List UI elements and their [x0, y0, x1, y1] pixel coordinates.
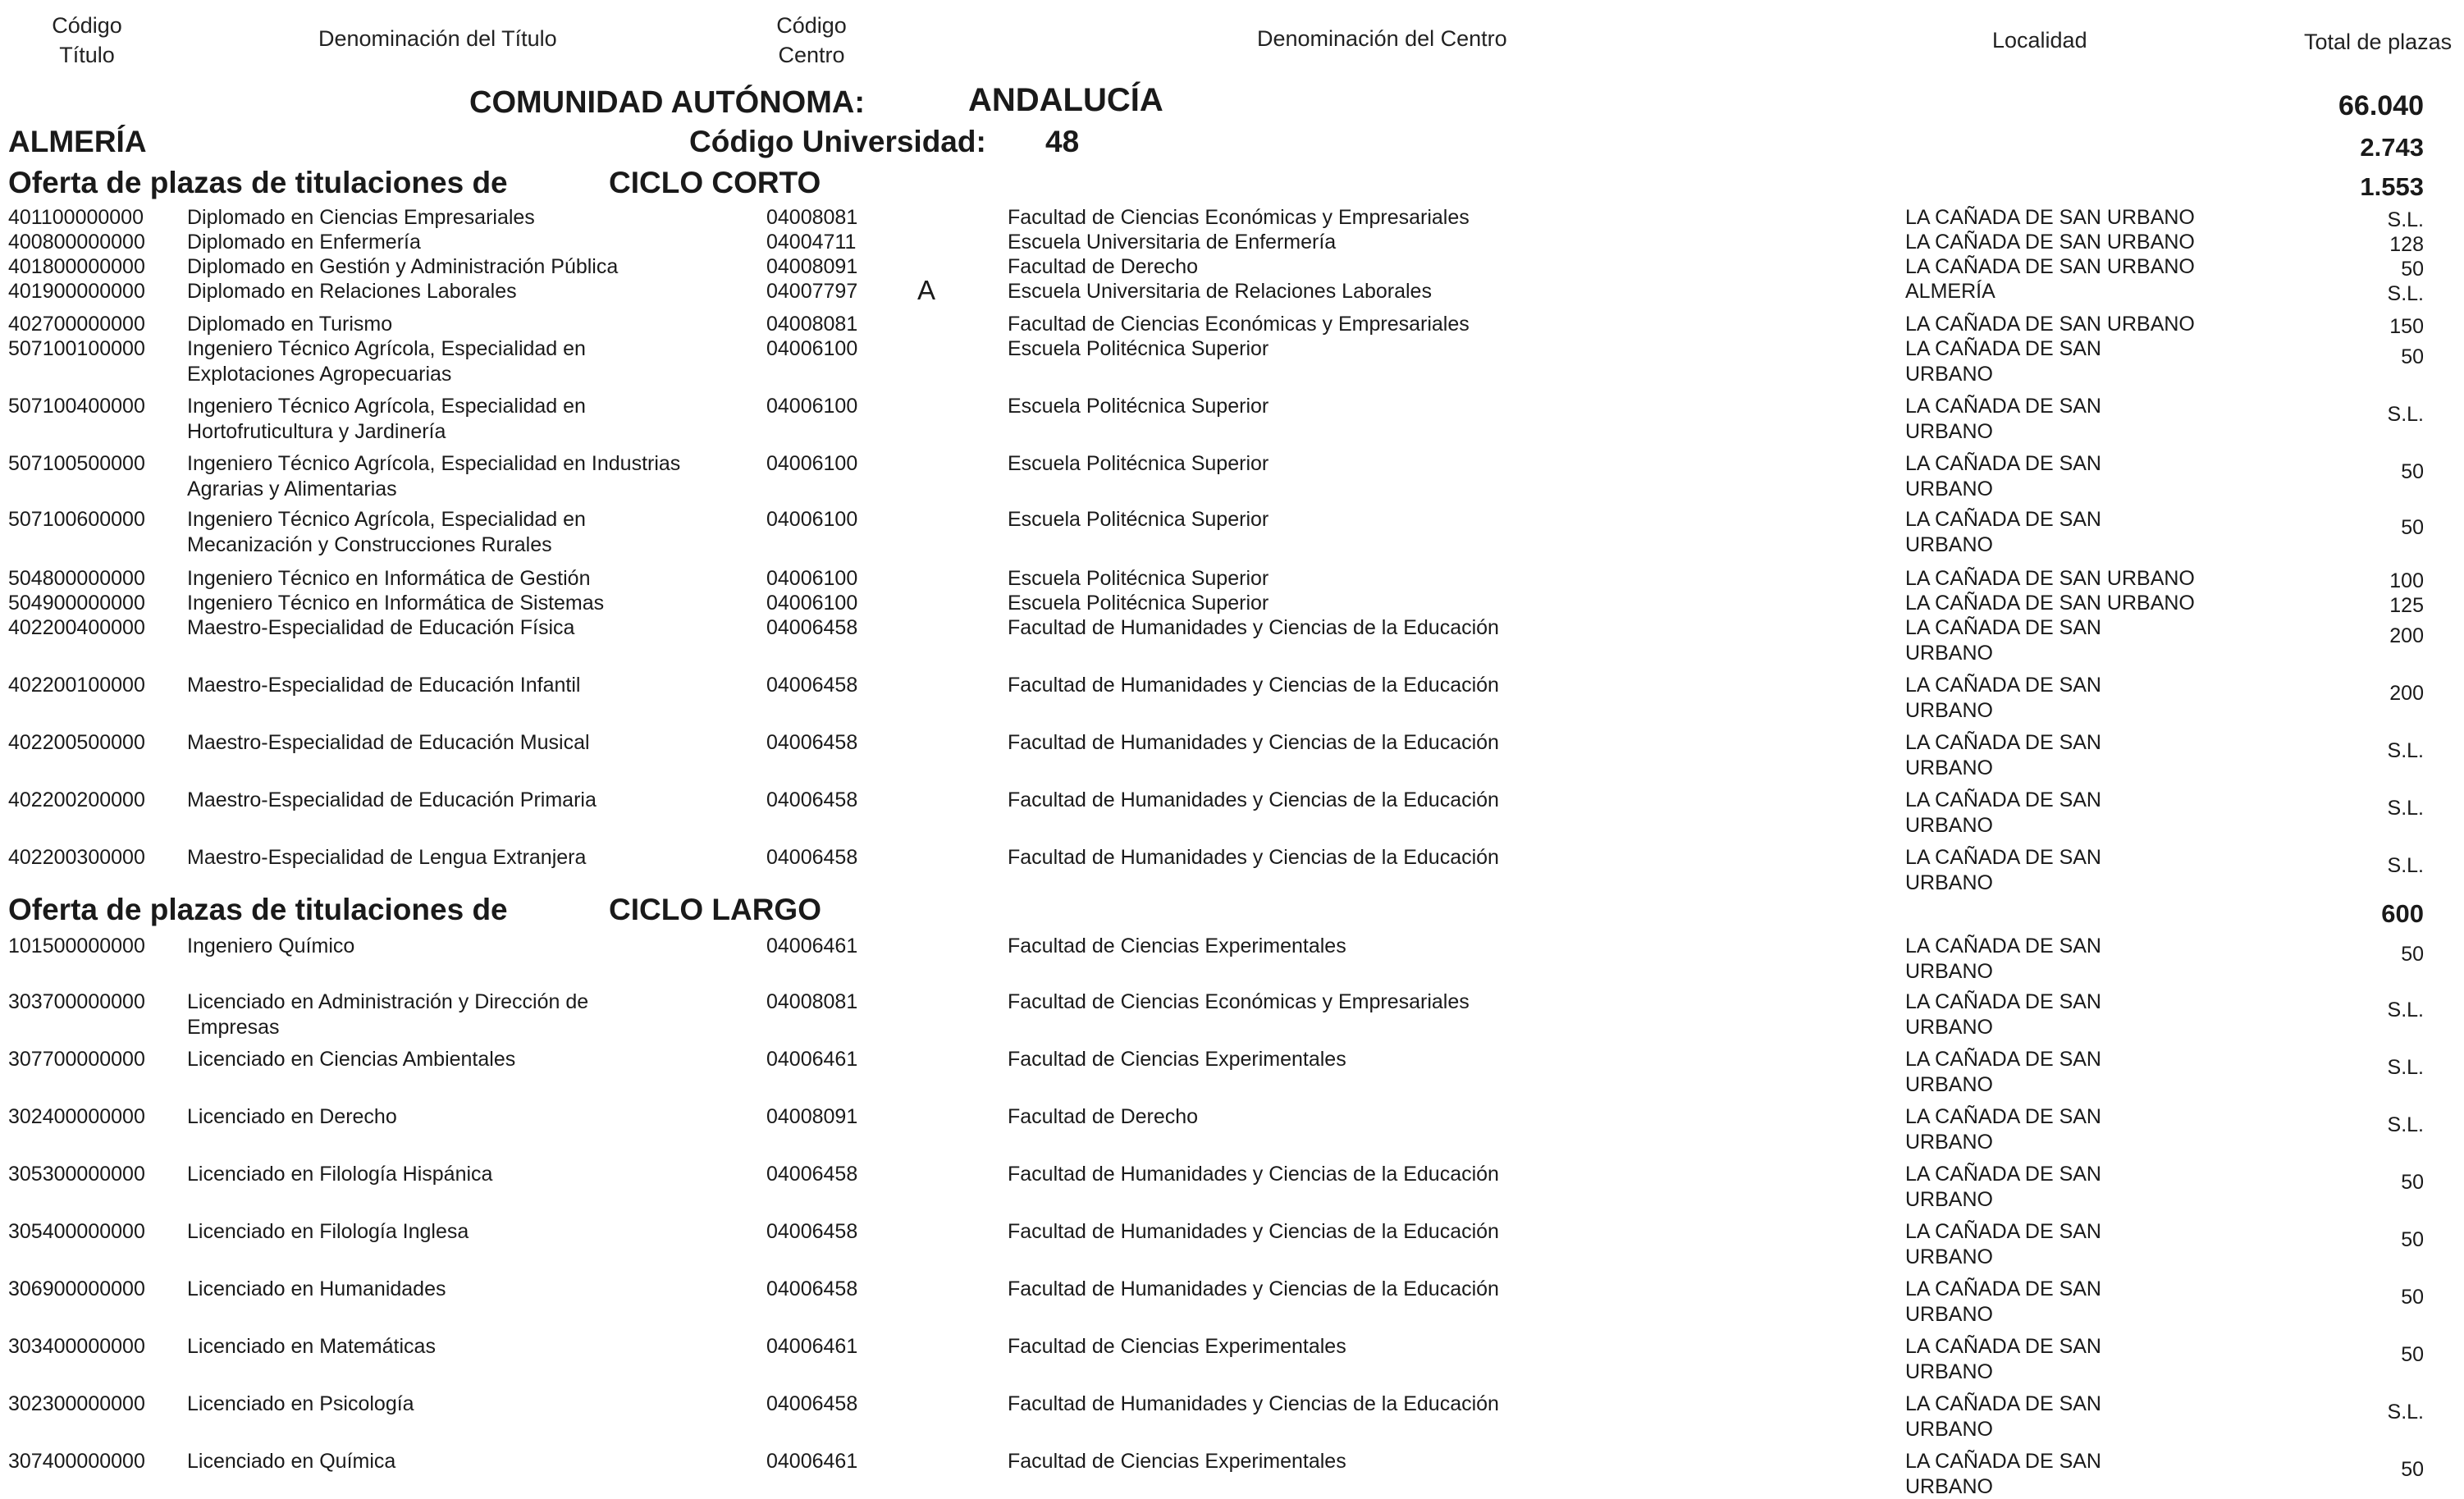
cell-codigo-titulo: 402200500000 — [8, 731, 145, 754]
header-denominacion-centro: Denominación del Centro — [1257, 26, 1507, 51]
cell-titulo: Licenciado en Administración y Dirección de Empresas — [187, 990, 589, 1039]
cell-localidad: LA CAÑADA DE SAN URBANO — [1905, 1335, 2101, 1383]
cell-codigo-centro: 04006461 — [766, 1335, 858, 1358]
cell-codigo-centro: 04006458 — [766, 1392, 858, 1415]
cell-codigo-titulo: 401100000000 — [8, 206, 144, 229]
cell-titulo: Maestro-Especialidad de Lengua Extranjera — [187, 846, 587, 869]
cell-codigo-centro: 04006458 — [766, 1277, 858, 1300]
cell-titulo: Ingeniero Técnico Agrícola, Especialidad en Hortofruticultura y Jardinería — [187, 395, 586, 443]
cell-localidad: LA CAÑADA DE SAN URBANO — [1905, 567, 2195, 590]
cell-total-plazas: 50 — [2401, 460, 2424, 483]
cell-centro: Facultad de Humanidades y Ciencias de la Educación — [1008, 1163, 1499, 1186]
cell-total-plazas: 125 — [2389, 594, 2424, 617]
cell-codigo-titulo: 101500000000 — [8, 935, 145, 957]
cell-codigo-centro: 04006458 — [766, 731, 858, 754]
cell-total-plazas: S.L. — [2387, 797, 2424, 820]
cell-centro: Facultad de Ciencias Económicas y Empresariales — [1008, 313, 1470, 336]
cell-codigo-centro: 04006100 — [766, 337, 858, 360]
cell-titulo: Licenciado en Ciencias Ambientales — [187, 1048, 516, 1071]
cell-total-plazas: 50 — [2401, 345, 2424, 368]
cell-codigo-titulo: 302400000000 — [8, 1105, 145, 1128]
cell-total-plazas: S.L. — [2387, 1401, 2424, 1424]
cell-centro: Facultad de Humanidades y Ciencias de la Educación — [1008, 1392, 1499, 1415]
cell-codigo-titulo: 504800000000 — [8, 567, 145, 590]
cell-codigo-titulo: 402200400000 — [8, 616, 145, 639]
cell-localidad: LA CAÑADA DE SAN URBANO — [1905, 990, 2101, 1039]
cell-centro: Facultad de Ciencias Experimentales — [1008, 1450, 1346, 1473]
section-ciclo-corto-name: CICLO CORTO — [609, 166, 821, 199]
cell-titulo: Licenciado en Matemáticas — [187, 1335, 436, 1358]
cell-codigo-titulo: 306900000000 — [8, 1277, 145, 1300]
cell-localidad: LA CAÑADA DE SAN URBANO — [1905, 788, 2101, 837]
cell-total-plazas: S.L. — [2387, 1113, 2424, 1136]
cell-centro: Escuela Politécnica Superior — [1008, 452, 1269, 475]
cell-codigo-centro: 04006461 — [766, 935, 858, 957]
cell-centro: Escuela Politécnica Superior — [1008, 508, 1269, 531]
cell-titulo: Maestro-Especialidad de Educación Primaria — [187, 788, 597, 811]
cell-centro: Facultad de Derecho — [1008, 1105, 1199, 1128]
cell-localidad: LA CAÑADA DE SAN URBANO — [1905, 1105, 2101, 1154]
cell-localidad: LA CAÑADA DE SAN URBANO — [1905, 337, 2101, 386]
cell-centro: Escuela Politécnica Superior — [1008, 567, 1269, 590]
cell-total-plazas: S.L. — [2387, 854, 2424, 877]
cell-codigo-titulo: 303400000000 — [8, 1335, 145, 1358]
cell-codigo-centro: 04006458 — [766, 1163, 858, 1186]
universidad-code: 48 — [1045, 125, 1080, 158]
cell-total-plazas: 50 — [2401, 1228, 2424, 1251]
cell-localidad: LA CAÑADA DE SAN URBANO — [1905, 508, 2101, 556]
cell-centro: Facultad de Ciencias Experimentales — [1008, 935, 1346, 957]
comunidad-name: ANDALUCÍA — [968, 82, 1163, 118]
cell-localidad: LA CAÑADA DE SAN URBANO — [1905, 674, 2101, 722]
cell-titulo: Diplomado en Ciencias Empresariales — [187, 206, 535, 229]
cell-total-plazas: 50 — [2401, 258, 2424, 281]
cell-total-plazas: 128 — [2389, 233, 2424, 256]
cell-titulo: Maestro-Especialidad de Educación Física — [187, 616, 575, 639]
cell-total-plazas: 50 — [2401, 1171, 2424, 1194]
cell-titulo: Licenciado en Derecho — [187, 1105, 397, 1128]
cell-codigo-titulo: 303700000000 — [8, 990, 145, 1013]
cell-codigo-titulo: 402200300000 — [8, 846, 145, 869]
cell-total-plazas: 200 — [2389, 624, 2424, 647]
cell-centro: Facultad de Humanidades y Ciencias de la Educación — [1008, 788, 1499, 811]
cell-codigo-titulo: 305400000000 — [8, 1220, 145, 1243]
cell-centro: Facultad de Humanidades y Ciencias de la Educación — [1008, 616, 1499, 639]
cell-centro: Facultad de Derecho — [1008, 255, 1199, 278]
cell-total-plazas: S.L. — [2387, 1056, 2424, 1079]
cell-centro: Escuela Politécnica Superior — [1008, 337, 1269, 360]
cell-codigo-centro: 04008091 — [766, 1105, 858, 1128]
cell-centro: Escuela Universitaria de Relaciones Laborales — [1008, 280, 1432, 303]
cell-titulo: Ingeniero Técnico en Informática de Gestión — [187, 567, 591, 590]
cell-codigo-titulo: 507100500000 — [8, 452, 145, 475]
cell-codigo-centro: 04006458 — [766, 1220, 858, 1243]
cell-codigo-centro: 04008081 — [766, 313, 858, 336]
cell-titulo: Licenciado en Humanidades — [187, 1277, 446, 1300]
universidad-code-label: Código Universidad: — [689, 125, 986, 158]
cell-codigo-titulo: 401800000000 — [8, 255, 145, 278]
cell-localidad: LA CAÑADA DE SAN URBANO — [1905, 313, 2195, 336]
cell-centro: Facultad de Humanidades y Ciencias de la Educación — [1008, 1277, 1499, 1300]
cell-codigo-titulo: 401900000000 — [8, 280, 145, 303]
universidad-name: ALMERÍA — [8, 125, 147, 158]
cell-codigo-centro: 04004711 — [766, 231, 857, 254]
cell-codigo-titulo: 507100100000 — [8, 337, 145, 360]
cell-titulo: Diplomado en Gestión y Administración Pública — [187, 255, 619, 278]
cell-total-plazas: S.L. — [2387, 282, 2424, 305]
cell-codigo-titulo: 307700000000 — [8, 1048, 145, 1071]
cell-localidad: LA CAÑADA DE SAN URBANO — [1905, 255, 2195, 278]
cell-titulo: Ingeniero Técnico Agrícola, Especialidad en Mecanización y Construcciones Rurales — [187, 508, 586, 556]
cell-codigo-titulo: 504900000000 — [8, 592, 145, 615]
cell-titulo: Ingeniero Técnico en Informática de Sistemas — [187, 592, 605, 615]
cell-total-plazas: S.L. — [2387, 999, 2424, 1021]
cell-total-plazas: S.L. — [2387, 403, 2424, 426]
universidad-total: 2.743 — [2360, 133, 2424, 162]
cell-codigo-centro: 04007797 — [766, 280, 858, 303]
cell-localidad: LA CAÑADA DE SAN URBANO — [1905, 1163, 2101, 1211]
cell-centro: Facultad de Humanidades y Ciencias de la Educación — [1008, 674, 1499, 697]
cell-titulo: Licenciado en Filología Hispánica — [187, 1163, 493, 1186]
cell-localidad: LA CAÑADA DE SAN URBANO — [1905, 592, 2195, 615]
header-localidad: Localidad — [1992, 28, 2087, 53]
cell-codigo-centro: 04006461 — [766, 1450, 858, 1473]
cell-codigo-centro: 04008081 — [766, 990, 858, 1013]
cell-codigo-titulo: 402700000000 — [8, 313, 145, 336]
cell-titulo: Licenciado en Química — [187, 1450, 396, 1473]
cell-titulo: Licenciado en Filología Inglesa — [187, 1220, 469, 1243]
header-codigo-centro: Código Centro — [776, 13, 847, 67]
cell-codigo-titulo: 307400000000 — [8, 1450, 145, 1473]
cell-titulo: Ingeniero Técnico Agrícola, Especialidad en Industrias Agrarias y Alimentarias — [187, 452, 681, 500]
cell-total-plazas: 200 — [2389, 682, 2424, 705]
section-ciclo-corto-label: Oferta de plazas de titulaciones de — [8, 166, 508, 199]
cell-centro: Escuela Universitaria de Enfermería — [1008, 231, 1337, 254]
comunidad-total: 66.040 — [2338, 90, 2424, 121]
cell-codigo-titulo: 305300000000 — [8, 1163, 145, 1186]
cell-total-plazas: 50 — [2401, 943, 2424, 966]
cell-total-plazas: 150 — [2389, 315, 2424, 338]
cell-codigo-titulo: 507100400000 — [8, 395, 145, 418]
cell-centro: Facultad de Ciencias Experimentales — [1008, 1048, 1346, 1071]
cell-centro: Facultad de Humanidades y Ciencias de la Educación — [1008, 1220, 1499, 1243]
cell-titulo: Diplomado en Enfermería — [187, 231, 421, 254]
section-ciclo-largo-total: 600 — [2381, 899, 2424, 928]
cell-codigo-centro: 04008081 — [766, 206, 858, 229]
cell-titulo: Ingeniero Químico — [187, 935, 355, 957]
cell-codigo-centro: 04006458 — [766, 788, 858, 811]
cell-total-plazas: S.L. — [2387, 739, 2424, 762]
header-denominacion-titulo: Denominación del Título — [318, 26, 557, 51]
cell-codigo-centro: 04006100 — [766, 395, 858, 418]
cell-total-plazas: S.L. — [2387, 208, 2424, 231]
cell-codigo-titulo: 402200100000 — [8, 674, 145, 697]
cell-total-plazas: 50 — [2401, 1458, 2424, 1481]
cell-total-plazas: 50 — [2401, 1343, 2424, 1366]
cell-marca: A — [917, 275, 936, 305]
header-codigo-titulo: Código Título — [52, 13, 122, 67]
cell-localidad: LA CAÑADA DE SAN URBANO — [1905, 1277, 2101, 1326]
cell-codigo-centro: 04006458 — [766, 846, 858, 869]
cell-centro: Facultad de Ciencias Experimentales — [1008, 1335, 1346, 1358]
cell-centro: Facultad de Humanidades y Ciencias de la Educación — [1008, 846, 1499, 869]
cell-titulo: Maestro-Especialidad de Educación Infantil — [187, 674, 581, 697]
cell-localidad: LA CAÑADA DE SAN URBANO — [1905, 731, 2101, 779]
cell-codigo-titulo: 402200200000 — [8, 788, 145, 811]
cell-total-plazas: 50 — [2401, 1286, 2424, 1309]
cell-centro: Facultad de Humanidades y Ciencias de la Educación — [1008, 731, 1499, 754]
cell-localidad: LA CAÑADA DE SAN URBANO — [1905, 846, 2101, 894]
cell-localidad: LA CAÑADA DE SAN URBANO — [1905, 935, 2101, 983]
cell-localidad: ALMERÍA — [1905, 280, 1995, 303]
cell-codigo-centro: 04006100 — [766, 567, 858, 590]
cell-localidad: LA CAÑADA DE SAN URBANO — [1905, 395, 2101, 443]
cell-codigo-centro: 04006458 — [766, 674, 858, 697]
cell-titulo: Diplomado en Relaciones Laborales — [187, 280, 517, 303]
header-total-plazas: Total de plazas — [2304, 30, 2453, 54]
cell-localidad: LA CAÑADA DE SAN URBANO — [1905, 452, 2101, 500]
cell-codigo-titulo: 302300000000 — [8, 1392, 145, 1415]
cell-titulo: Ingeniero Técnico Agrícola, Especialidad en Explotaciones Agropecuarias — [187, 337, 586, 386]
cell-centro: Facultad de Ciencias Económicas y Empresariales — [1008, 990, 1470, 1013]
cell-codigo-centro: 04008091 — [766, 255, 858, 278]
cell-centro: Escuela Politécnica Superior — [1008, 592, 1269, 615]
cell-total-plazas: 100 — [2389, 569, 2424, 592]
cell-codigo-centro: 04006100 — [766, 452, 858, 475]
cell-total-plazas: 50 — [2401, 516, 2424, 539]
cell-codigo-titulo: 507100600000 — [8, 508, 145, 531]
cell-localidad: LA CAÑADA DE SAN URBANO — [1905, 616, 2101, 665]
cell-centro: Facultad de Ciencias Económicas y Empresariales — [1008, 206, 1470, 229]
cell-localidad: LA CAÑADA DE SAN URBANO — [1905, 1450, 2101, 1498]
cell-codigo-centro: 04006100 — [766, 592, 858, 615]
section-ciclo-corto-total: 1.553 — [2360, 172, 2424, 201]
section-ciclo-largo-name: CICLO LARGO — [609, 893, 821, 926]
cell-localidad: LA CAÑADA DE SAN URBANO — [1905, 206, 2195, 229]
comunidad-label: COMUNIDAD AUTÓNOMA: — [469, 85, 865, 120]
cell-localidad: LA CAÑADA DE SAN URBANO — [1905, 231, 2195, 254]
cell-localidad: LA CAÑADA DE SAN URBANO — [1905, 1048, 2101, 1096]
cell-titulo: Maestro-Especialidad de Educación Musical — [187, 731, 590, 754]
section-ciclo-largo-label: Oferta de plazas de titulaciones de — [8, 893, 508, 926]
cell-codigo-centro: 04006458 — [766, 616, 858, 639]
cell-titulo: Diplomado en Turismo — [187, 313, 393, 336]
cell-codigo-centro: 04006100 — [766, 508, 858, 531]
cell-localidad: LA CAÑADA DE SAN URBANO — [1905, 1220, 2101, 1268]
cell-titulo: Licenciado en Psicología — [187, 1392, 414, 1415]
cell-codigo-titulo: 400800000000 — [8, 231, 145, 254]
cell-centro: Escuela Politécnica Superior — [1008, 395, 1269, 418]
cell-localidad: LA CAÑADA DE SAN URBANO — [1905, 1392, 2101, 1441]
cell-codigo-centro: 04006461 — [766, 1048, 858, 1071]
